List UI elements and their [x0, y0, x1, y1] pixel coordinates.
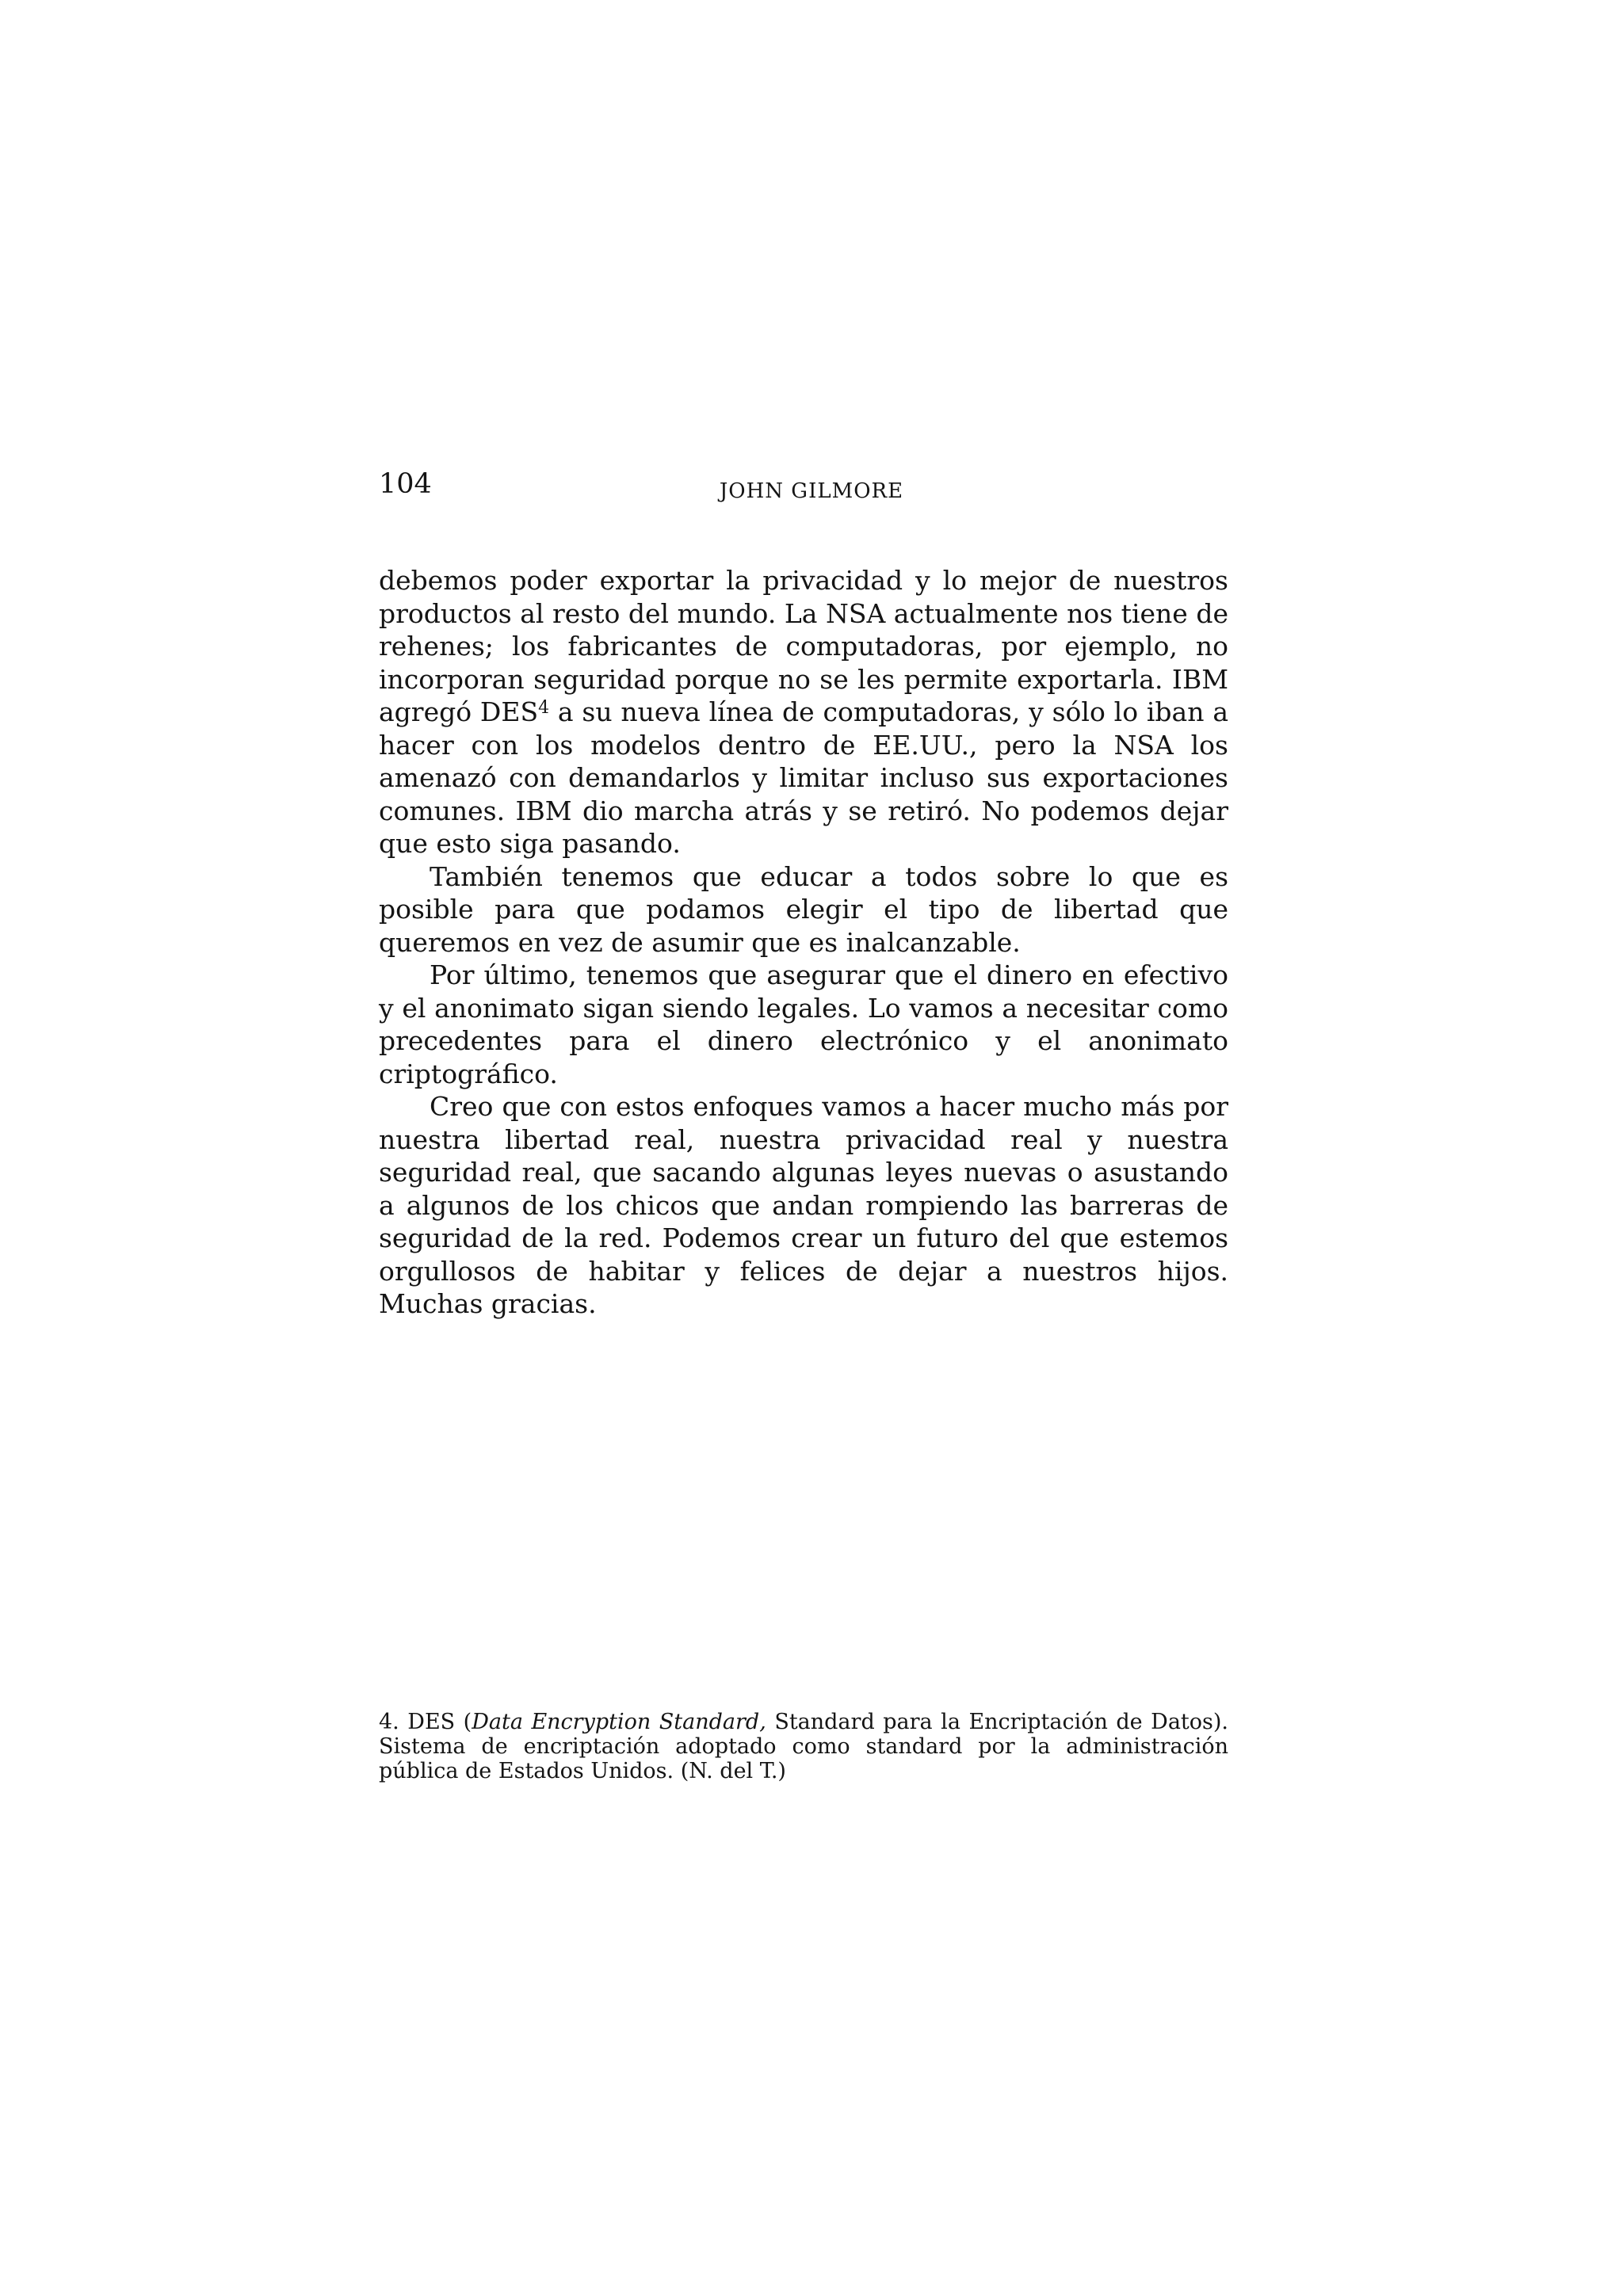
footnote	[379, 1710, 1228, 1783]
paragraph-1	[379, 564, 1228, 860]
footnote-reference: 4	[538, 698, 550, 718]
paragraph-1-start: debemos poder exportar la privacidad y lo mejor de nuestros productos al resto del mundo. La NSA actualmente nos tiene de rehenes; los fabricantes de computadoras, por ejemplo, no incorporan seguridad porque no se les permite exportarla. IBM agregó DES	[379, 565, 1228, 727]
footnote-italic-title: Data Encryption Standard,	[472, 1710, 766, 1734]
main-text	[379, 564, 1228, 1321]
paragraph-1-end: a su nueva línea de computadoras, y sólo lo iban a hacer con los modelos dentro de EE.UU., pero la NSA los amenazó con demandarlos y limitar incluso sus exportaciones comunes. IBM dio marcha atrás y se retiró. No podemos dejar que esto siga pasando.	[379, 696, 1228, 859]
paragraph-2: También tenemos que educar a todos sobre lo que es posible para que podamos elegir el tipo de libertad que queremos en vez de asumir que es inalcanzable.	[379, 860, 1228, 958]
paragraph-4: Creo que con estos enfoques vamos a hacer mucho más por nuestra libertad real, nuestra privacidad real y nuestra seguridad real, que sacando algunas leyes nuevas o asustando a algunos de los chicos que andan rompiendo las barreras de seguridad de la red. Podemos crear un futuro del que estemos orgullosos de habitar y felices de dejar a nuestros hijos. Muchas gracias.	[379, 1091, 1228, 1319]
running-head: JOHN GILMORE	[719, 479, 904, 503]
page-number: 104	[379, 468, 432, 500]
footnote-lead: 4. DES (	[379, 1710, 472, 1734]
paragraph-3: Por último, tenemos que asegurar que el dinero en efectivo y el anonimato sigan siendo legales. Lo vamos a necesitar como precedentes para el dinero electrónico y el anonimato criptográfico.	[379, 959, 1228, 1089]
footnote-text: Standard para la Encriptación de Datos). Sistema de encriptación adoptado como standard por la administración pública de Estados Unidos. (N. del T.)	[379, 1710, 1228, 1783]
